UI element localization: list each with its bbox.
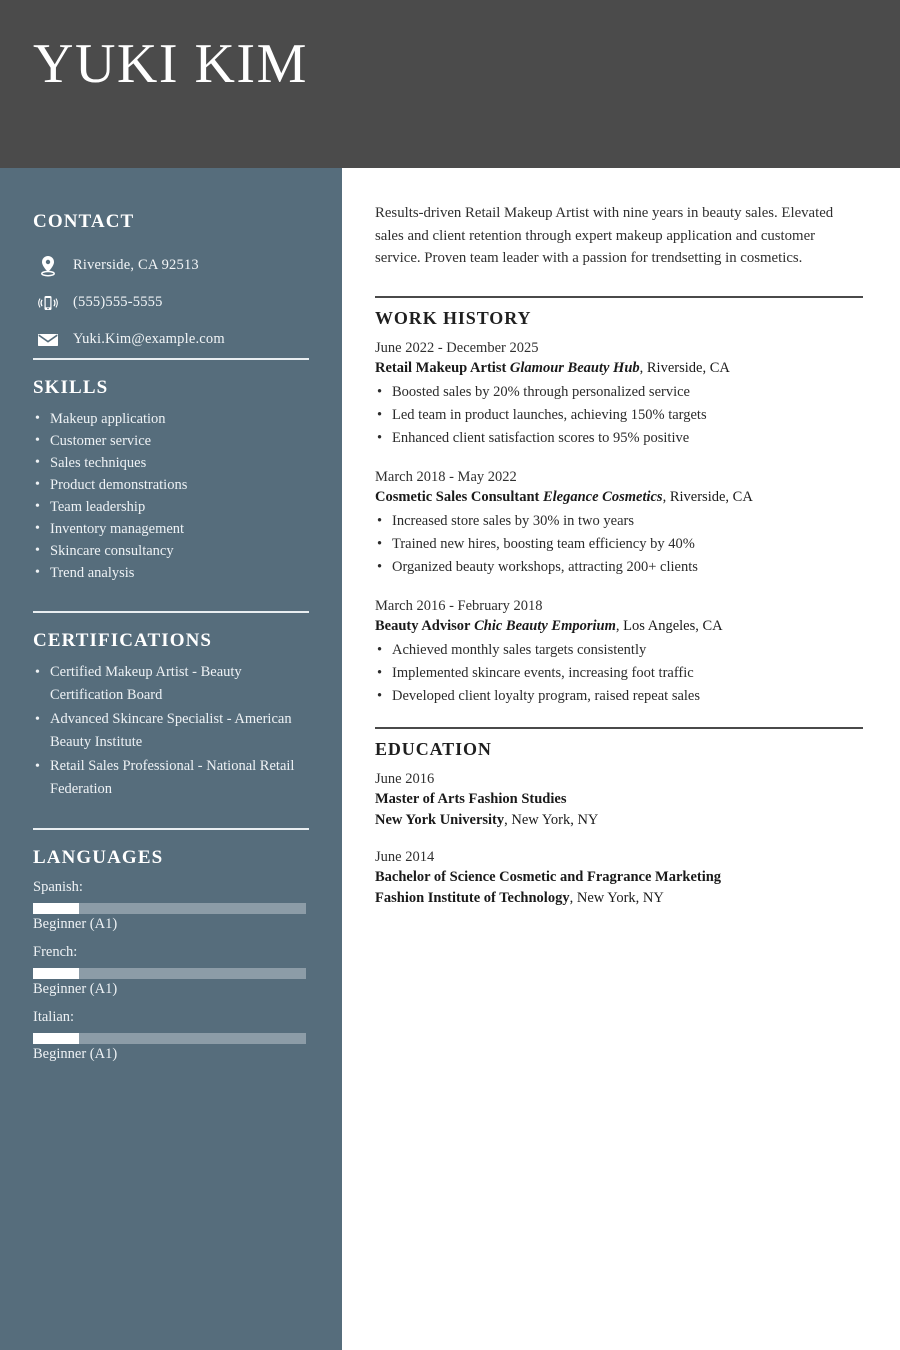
sidebar (0, 168, 342, 1350)
certifications-list (33, 661, 309, 801)
language-proficiency-fill (33, 903, 79, 914)
language-level-label: Beginner (A1) (33, 916, 118, 932)
skills-heading: SKILLS (33, 377, 109, 398)
job-dates: June 2022 - December 2025 (375, 339, 539, 356)
certifications-heading: CERTIFICATIONS (33, 630, 213, 651)
education-degree: Master of Arts Fashion Studies (375, 790, 567, 807)
contact-item-phone (33, 284, 309, 321)
job-entry (375, 338, 863, 450)
education-degree: Bachelor of Science Cosmetic and Fragrance Marketing (375, 868, 722, 885)
list-item: • Skincare consultancy (33, 540, 309, 562)
contact-section (33, 168, 309, 358)
list-item: • Organized beauty workshops, attracting 200+ clients (375, 556, 863, 579)
section-rule (375, 296, 863, 298)
language-item-spanish (33, 877, 309, 934)
job-entry (375, 467, 863, 579)
language-name: French: (33, 944, 78, 960)
job-title: Cosmetic Sales Consultant (375, 488, 540, 505)
language-proficiency-bar (33, 968, 306, 979)
language-level-label: Beginner (A1) (33, 1046, 118, 1062)
list-item: • Customer service (33, 430, 309, 452)
job-location: , Los Angeles, CA (615, 617, 723, 634)
language-proficiency-fill (33, 968, 79, 979)
job-dates: March 2016 - February 2018 (375, 597, 543, 614)
list-item: • Enhanced client satisfaction scores to 95% positive (375, 427, 863, 450)
job-title: Retail Makeup Artist (375, 359, 507, 376)
job-bullets (375, 510, 863, 579)
job-location: , Riverside, CA (662, 488, 753, 505)
main-content (342, 168, 900, 1350)
education-location: , New York, NY (504, 811, 599, 828)
phone-icon (33, 292, 63, 314)
list-item: • Trained new hires, boosting team efficiency by 40% (375, 533, 863, 556)
education-school-line (375, 888, 863, 909)
location-pin-icon (33, 255, 63, 277)
list-item: • Sales techniques (33, 452, 309, 474)
language-level-label: Beginner (A1) (33, 981, 118, 997)
contact-email-text: Yuki.Kim@example.com (73, 331, 225, 347)
languages-section (33, 830, 309, 1064)
job-company: Chic Beauty Emporium (474, 617, 616, 634)
list-item: • Trend analysis (33, 562, 309, 584)
certifications-section (33, 613, 309, 801)
contact-list (33, 247, 309, 358)
envelope-icon (33, 332, 63, 348)
job-dates: March 2018 - May 2022 (375, 468, 517, 485)
resume-header-banner (0, 0, 900, 168)
job-headline (375, 487, 863, 508)
section-rule (375, 727, 863, 729)
job-bullets (375, 381, 863, 450)
list-item: • Makeup application (33, 408, 309, 430)
list-item: • Led team in product launches, achieving 150% targets (375, 404, 863, 427)
job-bullets (375, 639, 863, 708)
skills-list (33, 408, 309, 584)
language-proficiency-bar (33, 1033, 306, 1044)
list-item: • Achieved monthly sales targets consistently (375, 639, 863, 662)
job-title: Beauty Advisor (375, 617, 471, 634)
job-company: Elegance Cosmetics (542, 488, 663, 505)
contact-location-text: Riverside, CA 92513 (73, 257, 199, 273)
language-item-italian (33, 1007, 309, 1064)
job-location: , Riverside, CA (639, 359, 730, 376)
list-item: • Implemented skincare events, increasing foot traffic (375, 662, 863, 685)
contact-item-email (33, 321, 309, 358)
language-proficiency-fill (33, 1033, 79, 1044)
job-company: Glamour Beauty Hub (509, 359, 640, 376)
list-item: • Inventory management (33, 518, 309, 540)
list-item: • Team leadership (33, 496, 309, 518)
list-item: • Certified Makeup Artist - Beauty Certification Board (33, 661, 309, 707)
job-headline (375, 358, 863, 379)
education-school: New York University (375, 811, 505, 828)
language-proficiency-bar (33, 903, 306, 914)
education-date: June 2016 (375, 770, 435, 787)
education-location: , New York, NY (569, 889, 664, 906)
language-name: Spanish: (33, 879, 83, 895)
job-entry (375, 596, 863, 708)
list-item: • Developed client loyalty program, raised repeat sales (375, 685, 863, 708)
page-title: YUKI KIM (33, 33, 308, 95)
list-item: • Product demonstrations (33, 474, 309, 496)
language-item-french (33, 942, 309, 999)
work-history-section (375, 296, 863, 708)
list-item: • Increased store sales by 30% in two years (375, 510, 863, 533)
contact-item-location (33, 247, 309, 284)
contact-phone-text: (555)555-5555 (73, 294, 163, 310)
education-entry (375, 847, 863, 909)
job-headline (375, 616, 863, 637)
list-item: • Advanced Skincare Specialist - American Beauty Institute (33, 708, 309, 754)
education-entry (375, 769, 863, 831)
list-item: • Boosted sales by 20% through personalized service (375, 381, 863, 404)
languages-heading: LANGUAGES (33, 847, 164, 868)
education-school: Fashion Institute of Technology (375, 889, 570, 906)
contact-heading: CONTACT (33, 211, 135, 232)
education-date: June 2014 (375, 848, 435, 865)
professional-summary: Results-driven Retail Makeup Artist with nine years in beauty sales. Elevated sales and client retention through expert makeup application and customer service. Proven team leader with a passion for trendsetting in cosmetics. (375, 205, 834, 266)
education-school-line (375, 810, 863, 831)
education-heading: EDUCATION (375, 738, 492, 759)
work-history-heading: WORK HISTORY (375, 307, 532, 328)
language-name: Italian: (33, 1009, 75, 1025)
list-item: • Retail Sales Professional - National Retail Federation (33, 755, 309, 801)
skills-section (33, 360, 309, 584)
education-section (375, 727, 863, 909)
